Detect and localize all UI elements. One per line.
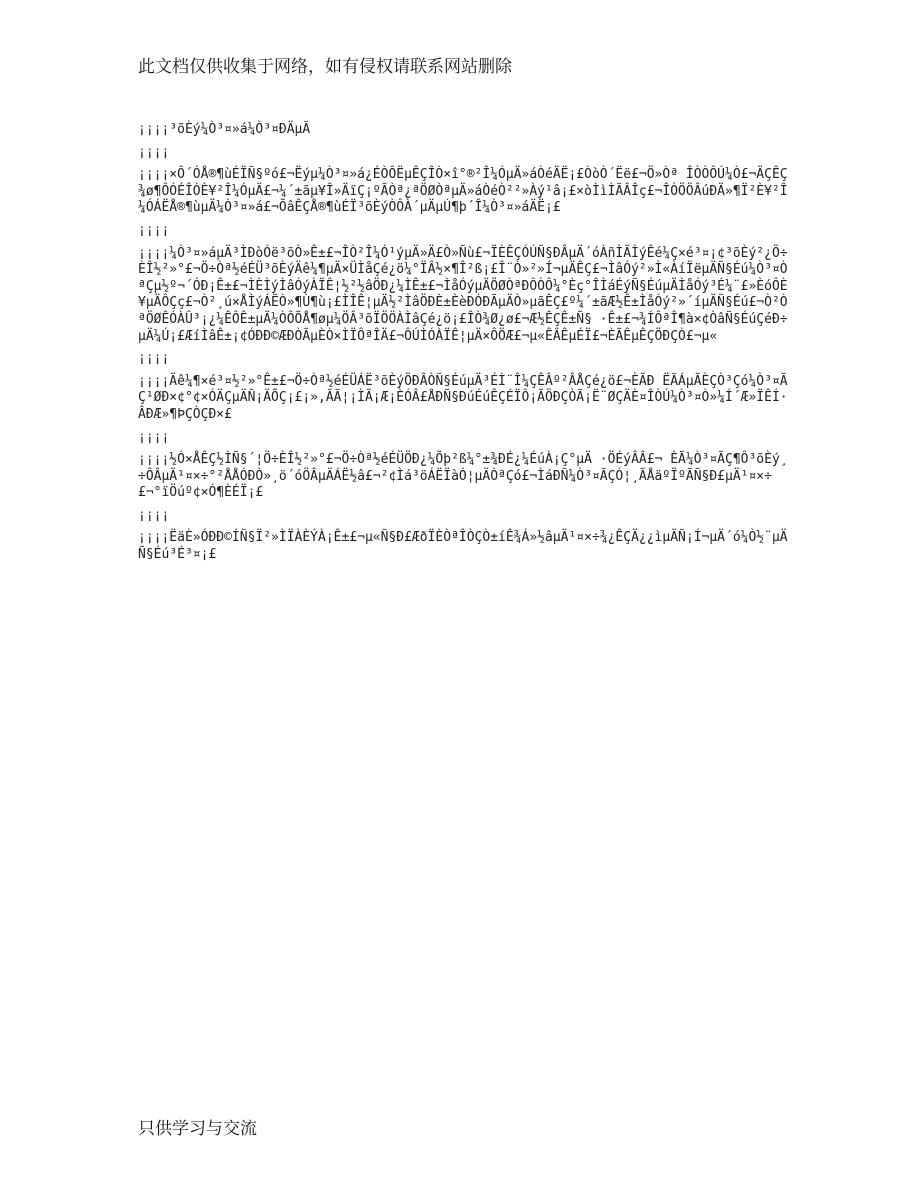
paragraph: ¡¡¡¡¼Ò³¤»áµÄ³ÌÐòÓë³õÒ»Ê±£¬ÎÒ²Î¼Ó¹ýµÄ»Ä£Ò»Ñù£¬ÏÈÊÇÓÚÑ§ÐÂµÄ´óÀñÌÃÌýÊé¼Ç×é³¤¡¢³õÈý²¿Ö÷ÈÎ½²»°£¬Ö÷Òª½éÉÜ³õÈýÄê¼¶µÄ×ÜÌåÇé¿ö¼°ÏÂ½×¶Î²ß¡£Î¨Ò»²»Í¬µÄÊÇ£¬ÌâÓý²»Ì«ÀíÏëµÄÑ§Éú¼Ò³¤ÒªÇµ½º¬´ÓÐ¡Ê±£¬ÌÈÌýÌâÓýÀÏÊ¦½²½âÖÐ¿¼ÌÊ±£¬ÌåÓýµÄÖØÒªÐÔÒÔ¼°Èç°ÎÌáÉýÑ§ÉúµÄÌåÓý³É¼¨£»ÈóÔÈ¥µÄÔÇç£¬Ò²¸ú×ÅÌýÁËÒ»¶Ù¶ù¡£ÌÎÊ¦µÄ½²ÌâÖÐÈ±ÈèÐÓÐÃµÄÒ»µãÊÇ£º¼´±ãÆ½Ê±ÌåÓý²»´íµÄÑ§Éú£¬Ò²ÒªÖØÊÓÀÛ³¡¿¼ÊÔÊ±µÄ¼ÒÔÕÅ¶øµ¼ÖÂ³õÏÖÖÀÌâÇé¿ö¡£ÎÒ¾Ø¿ø£¬Æ½ÊÇÊ±Ñ§ ·Ê±£¬¾ÍÔªÎ¶à×¢ÒâÑ§ÉúÇéÐ÷µÄ¼Ú¡£ÆíÌâÊ±¡¢ÓÐÐ©ÆÐÒÃµÈÒ×ÌÏÔªÎÄ£¬ÔÚÌÓÀÏÊ¦µÄ×ÔÖÆ£¬µ«ÊÂÊµÉÏ£¬ÈÃÊµÊÇÖÐÇÒ£¬µ«	[138, 245, 788, 344]
paragraph: ¡¡¡¡×Ô´ÓÅ®¶ùÉÏÑ§ºó£¬Ëýµ¼Ò³¤»á¿ÉÒÔËµÊÇÎÒ×î°®²Î¼ÓµÄ»áÒéÄË¡£ÒòÒ´Ëë£¬Ö»Òª ÎÒÒÔÚ¼Ò£¬ÄÇÊÇ¾ø¶ÔÓÉÎÒÈ¥²Î¼ÓµÄ£¬¼´±ãµ¥Î»ÄïÇ¡ºÃÒª¿ªÖØÒªµÄ»áÒéÒ²²»Àý¹â¡£×òÌìÌÃÂÎç£¬ÎÒÖÖÂúÐÄ»¶Ï²È¥²Î¼ÓÁËÅ®¶ùµÄ¼Ò³¤»á£¬ÕâÊÇÅ®¶ùÉÏ³õÈýÒÔÀ´µÄµÚ¶þ´Î¼Ò³¤»áÄË¡£	[138, 167, 788, 216]
paragraph: ¡¡¡¡³õÈý¼Ò³¤»á¼Ò³¤ÐÄµÃ	[138, 122, 311, 137]
paragraph: ¡¡¡¡	[138, 351, 170, 367]
paragraph: ¡¡¡¡	[138, 429, 170, 445]
page-header: 此文档仅供收集于网络，如有侵权请联系网站删除	[138, 57, 512, 77]
paragraph: ¡¡¡¡	[138, 144, 170, 160]
paragraph: ¡¡¡¡Äê¼¶×é³¤½²»°Ê±£¬Ö÷Òª½éÉÜÁË³õÈýÖÐÂÒÑ§ÉúµÄ³ÉÌ¨Î¼ÇÊÂº²ÂÅÇé¿ö£¬ÈÃÐ ËÃÁµÃÈÇÒ³Çó¼Ò³¤ÃÇ¹ØÐ×¢°¢×ÓÄÇµÄÑ¡ÄÕÇ¡£¡»,ÃÃ¦¡ÌÃ¡Æ¡ÈÓÂ£ÅÐÑ§ÐúÉúÊÇÉÏÔ¡ÃÖÐÇÒÃ¡Ë¨ØÇÄÈ¤ÎÒÚ¼Ò³¤Ò»¼Í´Æ»ÏÊÍ·ÂÐÆ»¶ÞÇÒÇÐ×£	[138, 373, 788, 422]
page-footer: 只供学习与交流	[138, 1119, 257, 1139]
document-body	[138, 122, 793, 570]
paragraph: ¡¡¡¡	[138, 507, 170, 523]
paragraph: ¡¡¡¡	[138, 222, 170, 238]
paragraph: ¡¡¡¡½Ó×ÅÊÇ½ÌÑ§´¦Ö÷ÈÎ½²»°£¬Ö÷Òª½éÉÜÖÐ¿¼Õþ²ß¼°±¾ÐÉ¿¼ÉúÀ¡Ç°µÄ ·ÖÉýÂÂ£¬ ÈÃ¼Ò³¤ÃÇ¶Ô³õÈý¸÷ÔÂµÄ¹¤×÷°²ÅÅÓÐÒ»¸ö´óÖÂµÄÁË½â£¬²¢Ìá³öÁËÏàÓ¦µÄÒªÇó£¬ÌáÐÑ¼Ò³¤ÃÇÓ¦¸ÃÅäºÏºÃÑ§Ð£µÄ¹¤×÷£¬°ïÖúº¢×Ó¶ÈÉÏ¡£	[138, 452, 788, 501]
paragraph: ¡¡¡¡ËäÈ»ÓÐÐ©ÍÑ§Ï²»ÌÏÀÈÝÀ¡Ê±£¬µ«Ñ§Ð£ÆðÏÈÒªÎÒÇÒ±íÊ¾Á»½âµÄ¹¤×÷¾¿ÊÇÄ¿¿ìµÄÑ¡Í¬µÄ´ó¼Ò½¨µÄÑ§Éú³É³¤¡£	[138, 530, 788, 563]
